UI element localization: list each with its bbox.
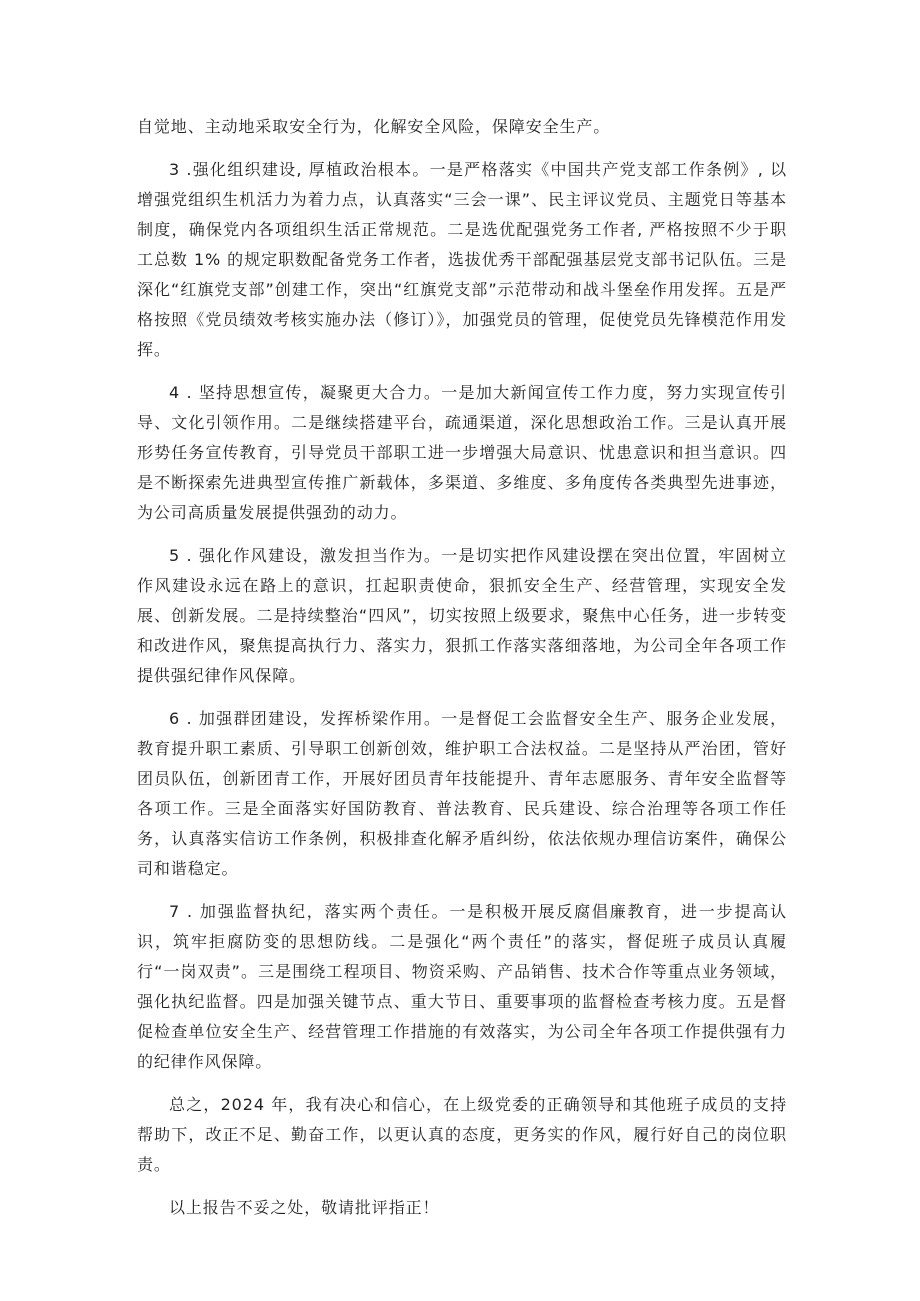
paragraph-closing: 以上报告不妥之处，敬请批评指正！ — [169, 1198, 440, 1217]
paragraph-item-3-organization: 3 .强化组织建设, 厚植政治根本。一是严格落实《中国共产党支部工作条例》, 以增强党组织生机活力为着力点，认真落实“三会一课”、民主评议党员、主题党日等基本制度，确保党内各项组织生活正常规范。二是选优配强党务工作者, 严格按照不少于职工总数 1% 的规定职数配备党务工作者，选拔优秀干部配强基层党支部书记队伍。三是深化“红旗党支部”创建工作，突出“红旗党支部”示范带动和战斗堡垒作用发挥。五是严格按照《党员绩效考核实施办法（修订）》，加强党员的管理，促使党员先锋模范作用发挥。 — [137, 160, 787, 359]
paragraph-item-7-supervision: 7 . 加强监督执纪，落实两个责任。一是积极开展反腐倡廉教育，进一步提高认识，筑牢拒腐防变的思想防线。二是强化“两个责任”的落实，督促班子成员认真履行“一岗双责”。三是围绕工程项目、物资采购、产品销售、技术合作等重点业务领域，强化执纪监督。四是加强关键节点、重大节日、重要事项的监督检查考核力度。五是督促检查单位安全生产、经营管理工作措施的有效落实，为公司全年各项工作提供强有力的纪律作风保障。 — [137, 902, 787, 1071]
paragraph-item-6-mass-organizations: 6 . 加强群团建设，发挥桥梁作用。一是督促工会监督安全生产、服务企业发展，教育提升职工素质、引导职工创新创效，维护职工合法权益。二是坚持从严治团，管好团员队伍，创新团青工作，开展好团员青年技能提升、青年志愿服务、青年安全监督等各项工作。三是全面落实好国防教育、普法教育、民兵建设、综合治理等各项工作任务，认真落实信访工作条例，积极排查化解矛盾纠纷，依法依规办理信访案件，确保公司和谐稳定。 — [137, 709, 787, 878]
paragraph-continuation: 自觉地、主动地采取安全行为，化解安全风险，保障安全生产。 — [137, 117, 611, 136]
paragraph-item-5-work-style: 5 . 强化作风建设，激发担当作为。一是切实把作风建设摆在突出位置，牢固树立作风建设永远在路上的意识，扛起职责使命，狠抓安全生产、经营管理，实现安全发展、创新发展。二是持续整治“四风”，切实按照上级要求，聚焦中心任务，进一步转变和改进作风，聚焦提高执行力、落实力，狠抓工作落实落细落地，为公司全年各项工作提供强纪律作风保障。 — [137, 546, 787, 685]
document-body — [137, 112, 787, 1236]
paragraph-item-4-ideology: 4 . 坚持思想宣传，凝聚更大合力。一是加大新闻宣传工作力度，努力实现宣传引导、文化引领作用。二是继续搭建平台，疏通渠道，深化思想政治工作。三是认真开展形势任务宣传教育，引导党员干部职工进一步增强大局意识、忧患意识和担当意识。四是不断探索先进典型宣传推广新载体，多渠道、多维度、多角度传各类典型先进事迹，为公司高质量发展提供强劲的动力。 — [137, 383, 787, 522]
paragraph-summary: 总之，2024 年，我有决心和信心，在上级党委的正确领导和其他班子成员的支持帮助下，改正不足、勤奋工作，以更认真的态度，更务实的作风，履行好自己的岗位职责。 — [137, 1095, 787, 1174]
